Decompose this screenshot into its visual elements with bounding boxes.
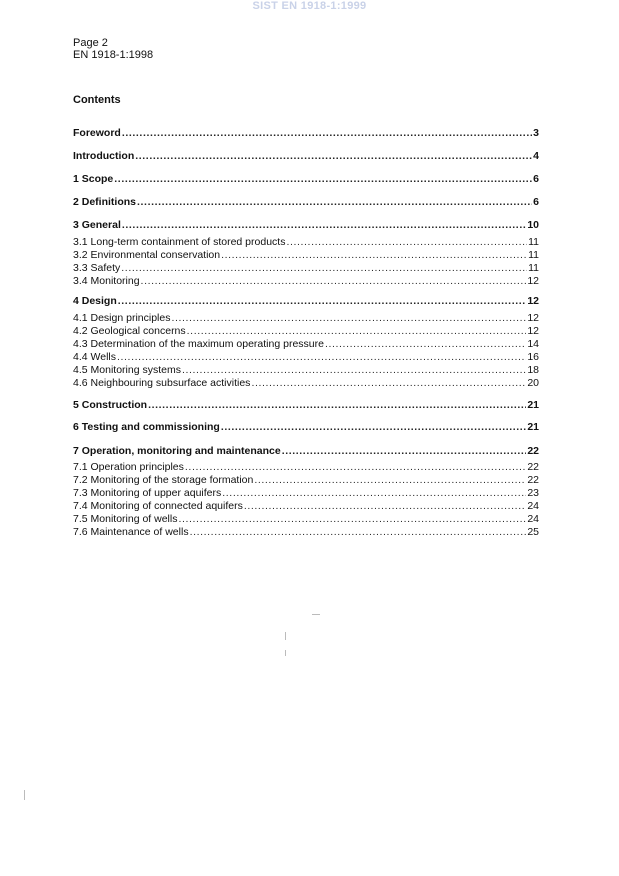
toc-entry[interactable] [73, 219, 539, 232]
toc-entry[interactable] [73, 127, 539, 140]
toc-dot-leader [222, 487, 526, 500]
toc-entry-page: 12 [527, 312, 539, 324]
toc-dot-leader [221, 249, 527, 262]
toc-entry[interactable] [73, 500, 539, 513]
toc-entry-page: 12 [527, 325, 539, 337]
contents-heading: Contents [73, 94, 121, 106]
toc-entry[interactable] [73, 262, 539, 275]
toc-entry-title: 3 General [73, 219, 121, 231]
scan-speck [312, 614, 320, 615]
toc-entry[interactable] [73, 173, 539, 186]
toc-entry-page: 6 [533, 196, 539, 208]
toc-entry-page: 4 [533, 150, 539, 162]
toc-entry[interactable] [73, 487, 539, 500]
toc-entry-title: 4.3 Determination of the maximum operating pressure [73, 338, 324, 350]
toc-entry-title: 7.1 Operation principles [73, 461, 184, 473]
toc-dot-leader [117, 351, 526, 364]
toc-dot-leader [118, 295, 527, 308]
document-id: EN 1918-1:1998 [73, 49, 154, 61]
toc-entry-title: 4.6 Neighbouring subsurface activities [73, 377, 251, 389]
toc-entry-title: 4.1 Design principles [73, 312, 171, 324]
toc-dot-leader [254, 474, 526, 487]
page-header [73, 37, 153, 61]
toc-dot-leader [185, 461, 526, 474]
toc-entry-title: 4.2 Geological concerns [73, 325, 186, 337]
toc-entry-title: 5 Construction [73, 399, 148, 411]
toc-dot-leader [182, 364, 526, 377]
toc-entry-page: 24 [527, 513, 539, 525]
toc-dot-leader [325, 338, 526, 351]
toc-entry[interactable] [73, 325, 539, 338]
toc-entry[interactable] [73, 275, 539, 288]
page-number-label: Page 2 [73, 37, 108, 49]
toc-entry-page: 16 [527, 351, 539, 363]
toc-entry[interactable] [73, 474, 539, 487]
toc-dot-leader [244, 500, 526, 513]
toc-entry-page: 21 [527, 399, 539, 411]
toc-entry-title: 7 Operation, monitoring and maintenance [73, 445, 281, 457]
toc-entry-title: 4.4 Wells [73, 351, 116, 363]
toc-entry-title: Foreword [73, 127, 121, 139]
toc-entry-page: 21 [527, 421, 539, 433]
toc-entry-page: 10 [527, 219, 539, 231]
watermark: SIST EN 1918-1:1999 [252, 0, 367, 12]
toc-dot-leader [137, 196, 532, 209]
toc-entry[interactable] [73, 312, 539, 325]
toc-entry-title: 7.4 Monitoring of connected aquifers [73, 500, 243, 512]
toc-dot-leader [178, 513, 526, 526]
toc-entry-page: 22 [527, 474, 539, 486]
toc-entry[interactable] [73, 377, 539, 390]
toc-dot-leader [187, 325, 527, 338]
toc-entry-title: 7.3 Monitoring of upper aquifers [73, 487, 222, 499]
toc-dot-leader [171, 312, 526, 325]
toc-entry-page: 18 [527, 364, 539, 376]
toc-entry-title: 7.5 Monitoring of wells [73, 513, 178, 525]
toc-entry-page: 14 [527, 338, 539, 350]
toc-entry-page: 11 [528, 262, 539, 274]
toc-entry[interactable] [73, 526, 539, 539]
toc-entry-title: 3.3 Safety [73, 262, 121, 274]
toc-entry-title: 2 Definitions [73, 196, 137, 208]
toc-entry[interactable] [73, 295, 539, 308]
toc-entry-page: 22 [527, 445, 539, 457]
toc-entry[interactable] [73, 150, 539, 163]
toc-entry-page: 3 [533, 127, 539, 139]
toc-entry[interactable] [73, 236, 539, 249]
toc-dot-leader [148, 399, 526, 412]
toc-entry-title: 7.6 Maintenance of wells [73, 526, 189, 538]
toc-dot-leader [135, 150, 532, 163]
toc-entry[interactable] [73, 351, 539, 364]
toc-dot-leader [122, 219, 526, 232]
toc-dot-leader [282, 445, 527, 458]
toc-entry[interactable] [73, 249, 539, 262]
toc-entry[interactable] [73, 338, 539, 351]
toc-entry-title: 3.4 Monitoring [73, 275, 140, 287]
toc-entry-page: 11 [528, 249, 539, 261]
toc-entry[interactable] [73, 421, 539, 434]
toc-dot-leader [221, 421, 526, 434]
toc-dot-leader [141, 275, 527, 288]
toc-entry-page: 12 [527, 275, 539, 287]
toc-dot-leader [121, 262, 527, 275]
scan-speck [285, 650, 286, 656]
toc-dot-leader [190, 526, 527, 539]
scan-speck [285, 632, 286, 640]
toc-entry-title: 1 Scope [73, 173, 114, 185]
toc-dot-leader [286, 236, 527, 249]
toc-entry-page: 23 [527, 487, 539, 499]
toc-entry-title: Introduction [73, 150, 135, 162]
toc-entry-title: 4 Design [73, 295, 117, 307]
toc-entry[interactable] [73, 513, 539, 526]
toc-entry[interactable] [73, 364, 539, 377]
toc-entry[interactable] [73, 461, 539, 474]
toc-dot-leader [114, 173, 532, 186]
toc-entry-title: 3.2 Environmental conservation [73, 249, 221, 261]
toc-entry-title: 6 Testing and commissioning [73, 421, 220, 433]
toc-entry-title: 4.5 Monitoring systems [73, 364, 181, 376]
toc-entry-page: 25 [527, 526, 539, 538]
toc-entry-page: 6 [533, 173, 539, 185]
toc-entry-page: 22 [527, 461, 539, 473]
toc-entry[interactable] [73, 399, 539, 412]
toc-entry-title: 7.2 Monitoring of the storage formation [73, 474, 254, 486]
toc-entry[interactable] [73, 196, 539, 209]
toc-entry[interactable] [73, 445, 539, 458]
toc-entry-page: 24 [527, 500, 539, 512]
toc-dot-leader [251, 377, 526, 390]
toc-entry-page: 12 [527, 295, 539, 307]
toc-entry-title: 3.1 Long-term containment of stored products [73, 236, 286, 248]
scan-speck [24, 790, 25, 800]
toc-dot-leader [122, 127, 532, 140]
toc-entry-page: 11 [528, 236, 539, 248]
toc-entry-page: 20 [527, 377, 539, 389]
